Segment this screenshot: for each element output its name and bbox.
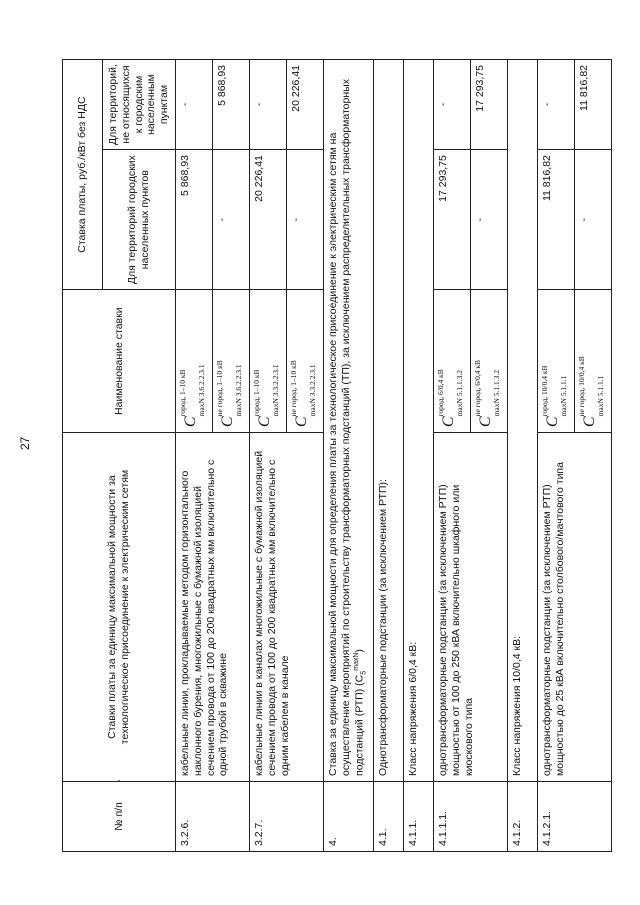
table-row [403,60,433,852]
row-description: Класс напряжения 10/0,4 кВ: [507,60,537,782]
rate-name-cell: $C^{город, 1-10 кВ}$ $_{maxN 3.6.2.2.3.1}$ [175,290,212,433]
rate-name-cell: $C^{город, 6/0,4 кВ}$ $_{maxN 5.1.1.3.2}$ [433,290,470,433]
urban-value: 20 226,41 [249,150,286,290]
table-row [433,60,470,852]
rate-name-cell: $C^{не город, 10/0,4 кВ}$ $_{maxN 5.1.1.1}$ [574,290,611,433]
header-description: Ставки платы за единицу максимальной мощности за технологическое присоединение к электрическим сетям [63,433,176,782]
row-description: однотрансформаторные подстанции (за исключением РТП) мощностью до 25 кВА включительно столбового/мачтового типа [537,433,611,782]
row-description: Класс напряжения 6/0,4 кВ: [403,60,433,782]
row-description: однотрансформаторные подстанции (за исключением РТП) мощностью от 100 до 250 кВА включительно шкафного или киоскового типа [433,433,507,782]
row-num: 4.1.1. [403,781,433,851]
row-num: 3.2.6. [175,781,249,851]
rate-name-cell: $C^{город, 10/0,4 кВ}$ $_{maxN 5.1.1.1}$ [537,290,574,433]
urban-value: - [286,150,323,290]
rate-name-sup: город, 6/0,4 кВ [435,369,445,417]
row-description: кабельные линии в каналах многожильные с бумажной изоляцией сечением провода от 100 до 200 квадратных мм включительно с одним кабелем в канале [249,433,323,782]
rate-name-sup: город, 10/0,4 кВ [539,365,549,417]
rural-value: 11 816,82 [574,60,611,150]
header-rate: Ставка платы, руб./кВт без НДС [63,60,103,290]
rate-name-cell: $C^{не город, 1-10 кВ}$ $_{maxN 3.3.2.2.3.1}$ [286,290,323,433]
row-num: 4.1.2. [507,781,537,851]
rate-name-sub: maxN 5.1.1.1 [559,375,569,417]
rate-name-sup: город, 1–10 кВ [177,369,187,417]
header-rate-name: Наименование ставки [63,290,176,433]
urban-value: 17 293,75 [433,150,470,290]
rate-name-sup: не город, 10/0,4 кВ [576,356,586,417]
urban-value: - [212,150,249,290]
rural-value: - [175,60,212,150]
row-description: Однотрансформаторные подстанции (за исключением РТП): [373,60,403,782]
rate-name-sup: город, 1–10 кВ [251,369,261,417]
rate-name-cell: $C^{не город, 6/0,4 кВ}$ $_{maxN 5.1.1.3.2}$ [470,290,507,433]
rate-name-cell: $C^{не город, 1-10 кВ}$ $_{maxN 3.6.2.2.3.1}$ [212,290,249,433]
rate-name-sub: maxN 5.1.1.3.2 [492,370,502,417]
rate-name-sub: maxN 5.1.1.3.2 [455,370,465,417]
rate-table-frame [62,59,615,852]
rural-value: 17 293,75 [470,60,507,150]
rate-table [62,59,612,852]
table-row [323,60,373,852]
rural-value: - [537,60,574,150]
table-row [373,60,403,852]
urban-value: 11 816,82 [537,150,574,290]
row-num: 4.1.2.1. [537,781,611,851]
urban-value: 5 868,93 [175,150,212,290]
table-row [249,60,286,852]
row-num: 4.1.1.1. [433,781,507,851]
header-num: № п/п [63,781,176,851]
rate-name-cell: $C^{город, 1-10 кВ}$ $_{maxN 3.3.2.2.3.1}$ [249,290,286,433]
rural-value: 5 868,93 [212,60,249,150]
rate-name-sub: maxN 3.6.2.2.3.1 [234,364,244,417]
urban-value: - [574,150,611,290]
row-num: 4. [323,781,373,851]
row-description [323,60,373,782]
urban-value: - [470,150,507,290]
rate-name-sub: maxN 3.3.2.2.3.1 [271,364,281,417]
row-num: 3.2.7. [249,781,323,851]
header-urban: Для территорий городских населенных пунктов [103,150,176,290]
rate-name-sup: не город, 6/0,4 кВ [472,360,482,417]
formula-sub: 5 [360,670,368,675]
header-rural: Для территорий, не относящихся к городским населенным пунктам [103,60,176,150]
table-row [537,60,574,852]
formula-end: ) [353,649,366,653]
rate-name-sub: maxN 5.1.1.1 [596,375,606,417]
rural-value: - [249,60,286,150]
rural-value: 20 226,41 [286,60,323,150]
table-row [507,60,537,852]
rate-name-sub: maxN 3.6.2.2.3.1 [197,364,207,417]
rate-name-sup: не город, 1–10 кВ [214,360,224,417]
rural-value: - [433,60,470,150]
row-description-text: Ставка за единицу максимальной мощности для определения платы за технологическое присоединение к электрическим сетям на осуществление мероприятий по строительству трансформаторных подстанций (ТП), за исключением распределительных трансформаторных подстанций (РТП) (C [326,79,366,776]
page-number: 27 [18,436,32,450]
formula-sup: maxN [352,652,360,671]
row-num: 4.1. [373,781,403,851]
table-row [175,60,212,852]
row-description: кабельные линии, прокладываемые методом горизонтального наклонного бурения, многожильные с бумажной изоляцией сечением провода от 100 до 200 квадратных мм включительно с одной трубой в скважине [175,433,249,782]
rate-name-sup: не город, 1–10 кВ [288,360,298,417]
rate-name-sub: maxN 3.3.2.2.3.1 [308,364,318,417]
